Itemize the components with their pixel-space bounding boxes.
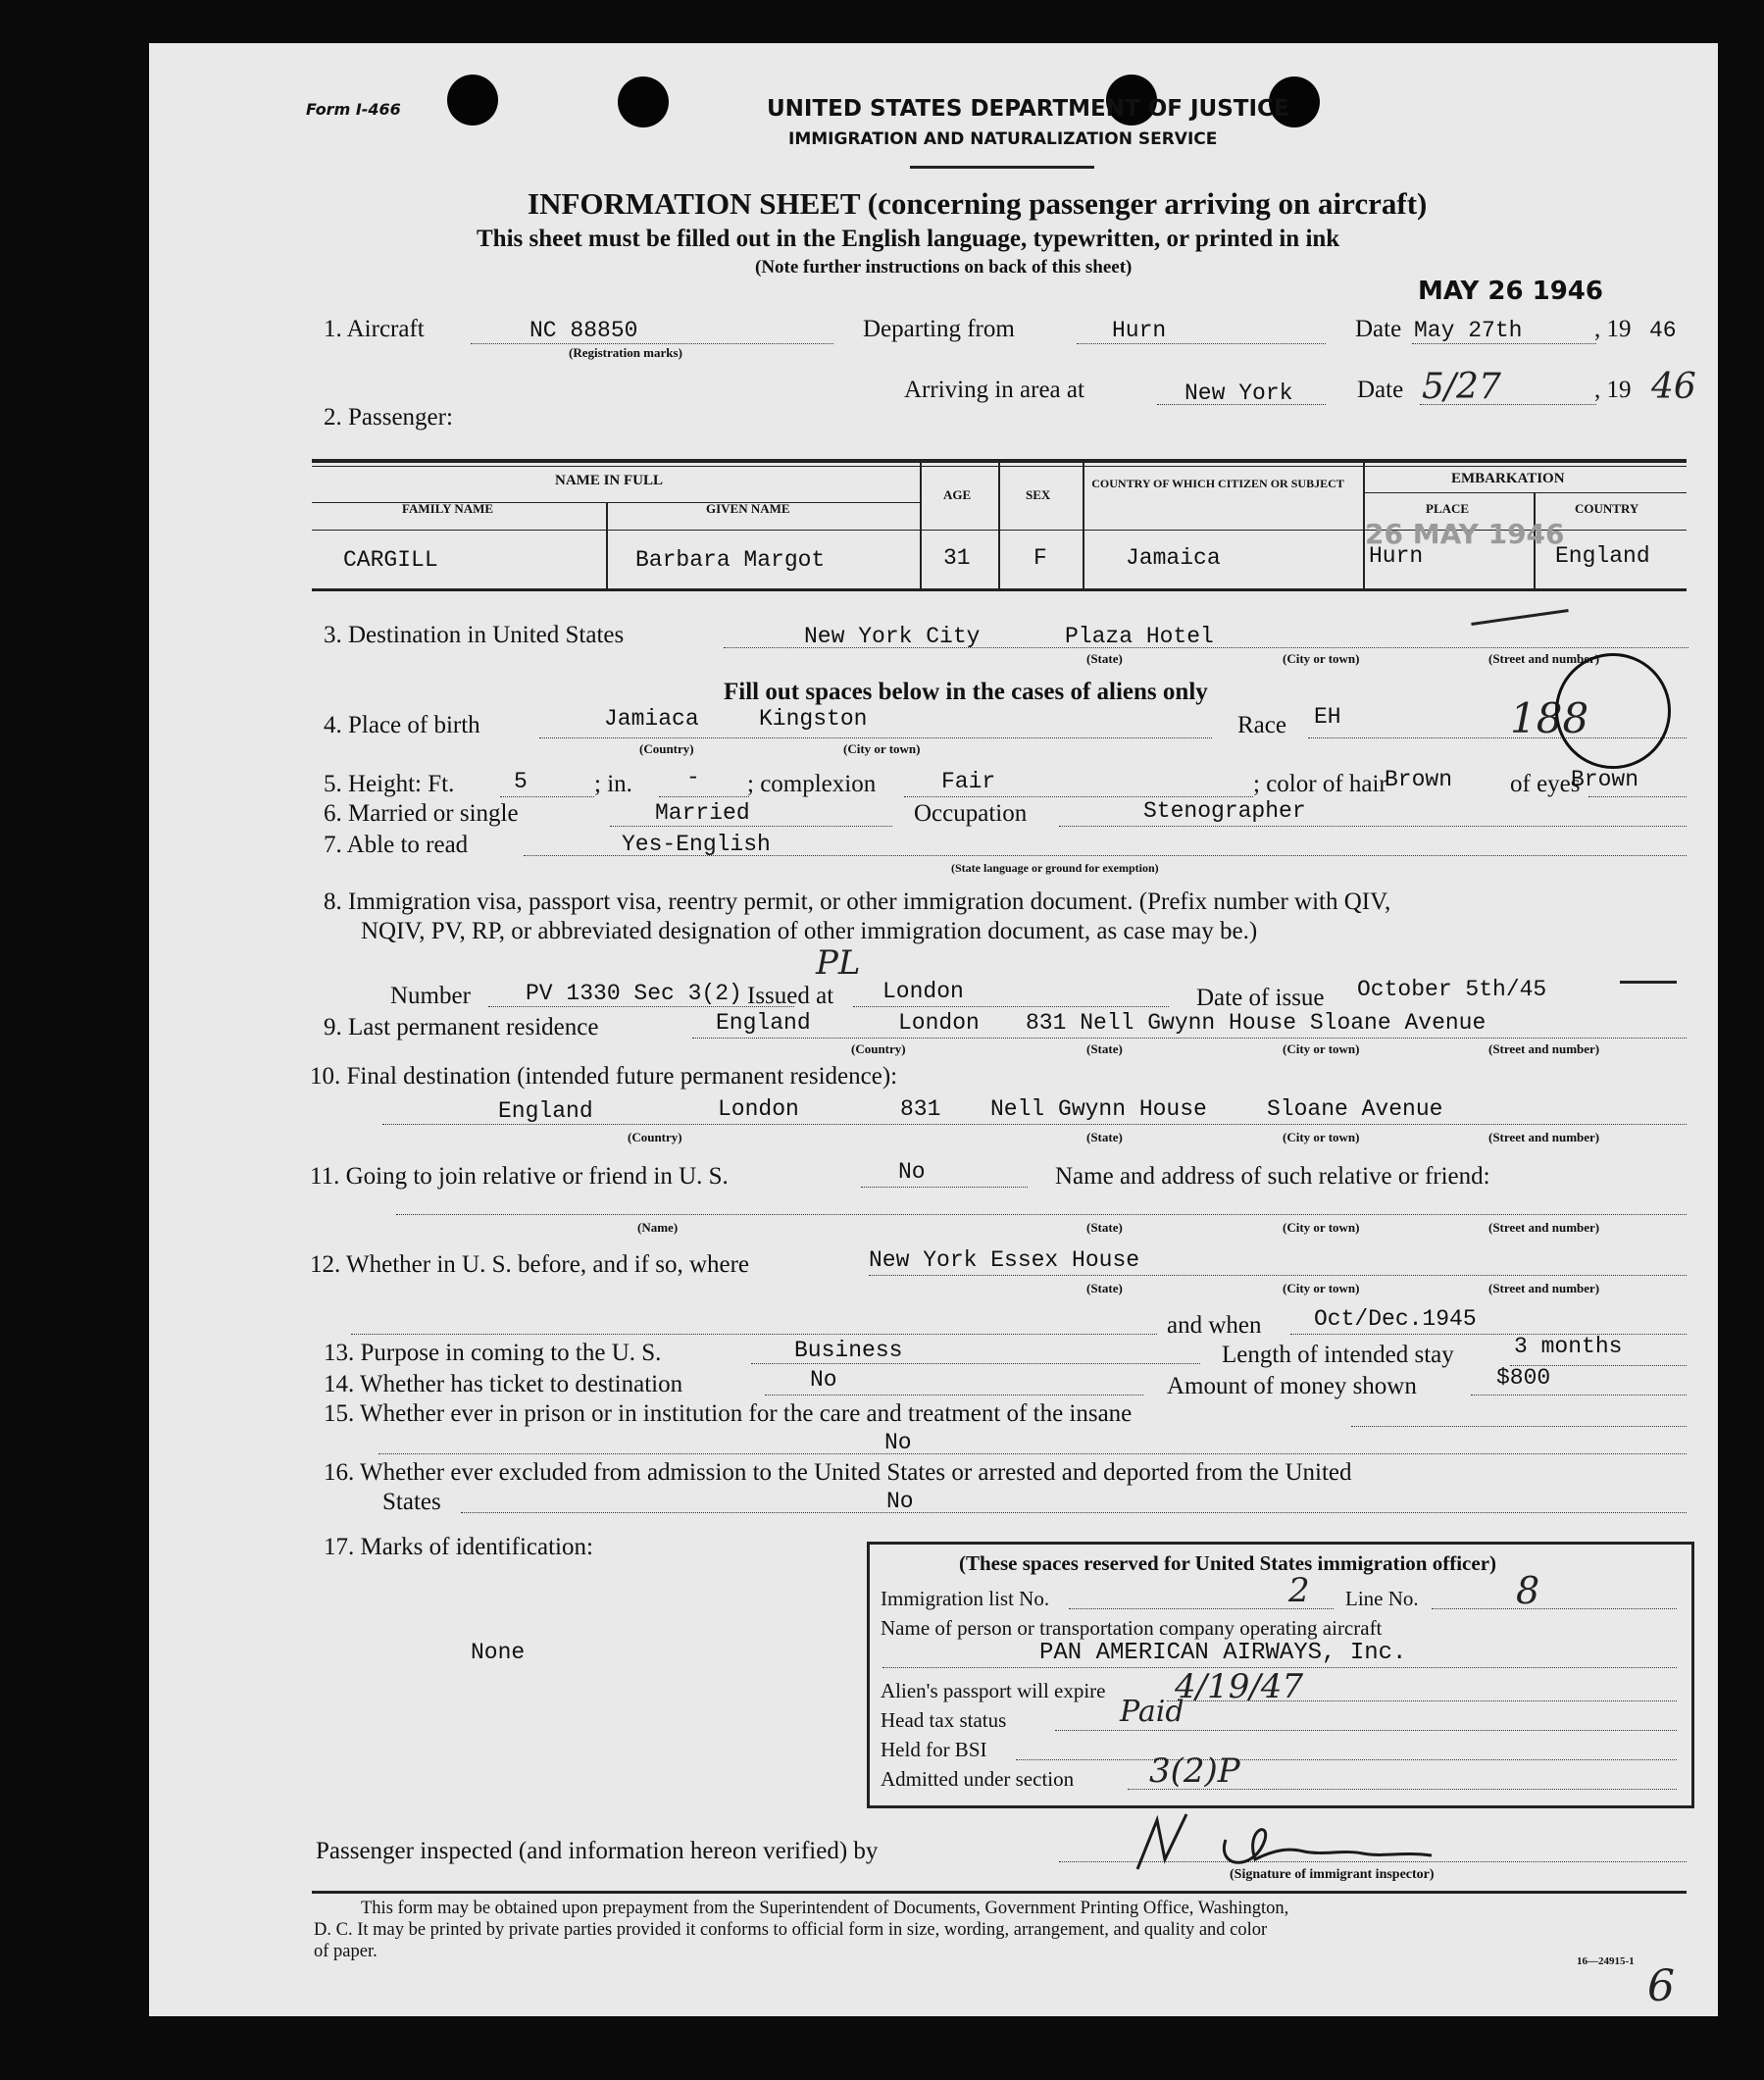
- bsi-line: [1016, 1759, 1677, 1760]
- excluded-value: No: [886, 1489, 914, 1514]
- relative-cap-street: (Street and number): [1488, 1220, 1600, 1235]
- destination-cap-city: (City or town): [1283, 651, 1360, 666]
- residence-cap-country: (Country): [851, 1041, 906, 1056]
- birth-city: Kingston: [759, 706, 868, 732]
- birthplace-line: [539, 737, 1212, 738]
- citizen-value: Jamaica: [1126, 545, 1221, 571]
- destination-cap-state: (State): [1086, 651, 1123, 666]
- punch-hole: [447, 75, 498, 126]
- relative-line: [396, 1214, 1687, 1215]
- departing-label: Departing from: [863, 316, 1015, 342]
- given-name-value: Barbara Margot: [635, 547, 826, 573]
- headtax-value: Paid: [1120, 1695, 1184, 1729]
- birthplace-label: 4. Place of birth: [324, 712, 480, 738]
- officer-box-title: (These spaces reserved for United States immigration officer): [959, 1551, 1497, 1575]
- marks-label: 17. Marks of identification:: [324, 1534, 593, 1560]
- destination-label: 3. Destination in United States: [324, 622, 625, 648]
- join-value: No: [898, 1159, 926, 1185]
- bsi-label: Held for BSI: [881, 1738, 987, 1761]
- residence-state: London: [898, 1010, 980, 1036]
- marital-value: Married: [655, 800, 750, 826]
- race-label: Race: [1237, 712, 1286, 738]
- page-number: 6: [1647, 1961, 1675, 2011]
- inspection-label: Passenger inspected (and information hereon verified) by: [316, 1838, 879, 1864]
- date2-value: 5/27: [1422, 367, 1501, 407]
- final-dest-label: 10. Final destination (intended future permanent residence):: [310, 1063, 898, 1090]
- destination-cap-street: (Street and number): [1488, 651, 1600, 666]
- line-no-line: [1432, 1608, 1677, 1609]
- form-number: Form I-466: [306, 100, 401, 119]
- purpose-value: Business: [794, 1338, 903, 1363]
- prison-line: [1351, 1426, 1687, 1427]
- final-cap-country: (Country): [628, 1130, 682, 1144]
- prison-line2: [378, 1453, 1687, 1454]
- visa-number: PV 1330 Sec 3(2): [526, 981, 742, 1006]
- prison-value: No: [884, 1430, 912, 1455]
- ticket-label: 14. Whether has ticket to destination: [324, 1371, 683, 1397]
- aircraft-value: NC 88850: [529, 318, 638, 343]
- relative-cap-city: (City or town): [1283, 1220, 1360, 1235]
- date2-label: Date: [1357, 377, 1404, 403]
- residence-address: 831 Nell Gwynn House Sloane Avenue: [1026, 1010, 1487, 1036]
- destination-city: Plaza Hotel: [1065, 624, 1214, 649]
- place-value: Hurn: [1369, 543, 1424, 569]
- signature-caption: (Signature of immigrant inspector): [1230, 1867, 1435, 1882]
- residence-label: 9. Last permanent residence: [324, 1014, 599, 1040]
- department-name: UNITED STATES DEPARTMENT OF JUSTICE: [767, 96, 1289, 122]
- complexion-label: ; complexion: [747, 771, 877, 797]
- eyes-line: [1588, 796, 1687, 797]
- feet-line: [500, 796, 594, 797]
- height-inches: -: [686, 765, 700, 790]
- join-label: 11. Going to join relative or friend in U. S.: [310, 1163, 729, 1190]
- height-feet: 5: [514, 769, 528, 794]
- print-code: 16—24915-1: [1577, 1955, 1635, 1967]
- issued-value: London: [882, 979, 964, 1004]
- read-value: Yes-English: [622, 832, 771, 857]
- stay-label: Length of intended stay: [1222, 1342, 1454, 1368]
- residence-cap-state: (State): [1086, 1041, 1123, 1056]
- footer-line2: D. C. It may be printed by private parties provided it conforms to official form in size, wording, arrangement, and quality and color: [314, 1920, 1268, 1940]
- sex-value: F: [1033, 545, 1047, 571]
- arriving-value: New York: [1184, 380, 1293, 406]
- visa-annotation: PL: [816, 943, 861, 983]
- occupation-value: Stenographer: [1143, 798, 1306, 824]
- passenger-label: 2. Passenger:: [324, 404, 453, 431]
- final-city: Nell Gwynn House: [990, 1096, 1207, 1122]
- aircraft-line: [471, 343, 833, 344]
- height-label: 5. Height: Ft.: [324, 771, 455, 797]
- inches-label: ; in.: [594, 771, 632, 797]
- marital-label: 6. Married or single: [324, 800, 519, 827]
- occupation-label: Occupation: [914, 800, 1028, 827]
- family-name-header: FAMILY NAME: [402, 501, 494, 516]
- headtax-label: Head tax status: [881, 1708, 1007, 1732]
- final-cap-state: (State): [1086, 1130, 1123, 1144]
- embarkation-header: EMBARKATION: [1451, 471, 1565, 486]
- place-header: PLACE: [1426, 501, 1470, 516]
- marital-line: [610, 826, 892, 827]
- operator-label: Name of person or transportation company operating aircraft: [881, 1616, 1383, 1640]
- final-country: England: [498, 1098, 593, 1124]
- date-stamp: MAY 26 1946: [1418, 277, 1603, 306]
- footer-line3: of paper.: [314, 1942, 378, 1961]
- excluded-label-line2: States: [382, 1489, 441, 1515]
- join-line: [861, 1187, 1028, 1188]
- footer-line1: This form may be obtained upon prepayment from the Superintendent of Documents, Government Printing Office, Washington,: [361, 1899, 1289, 1918]
- race-value: EH: [1314, 704, 1341, 730]
- aircraft-caption: (Registration marks): [569, 345, 682, 360]
- before-line2: [351, 1334, 1157, 1335]
- line-no-value: 8: [1516, 1569, 1540, 1612]
- birth-country: Jamiaca: [604, 706, 699, 732]
- purpose-line: [751, 1363, 1200, 1364]
- date-label: Date: [1355, 316, 1402, 342]
- form-note: (Note further instructions on back of this sheet): [755, 257, 1133, 278]
- residence-line: [692, 1038, 1687, 1039]
- when-label: and when: [1167, 1312, 1262, 1339]
- departing-line: [1077, 343, 1326, 344]
- service-name: IMMIGRATION AND NATURALIZATION SERVICE: [788, 129, 1218, 149]
- final-dest-line: [382, 1124, 1687, 1125]
- before-line: [869, 1275, 1687, 1276]
- ticket-value: No: [810, 1367, 837, 1393]
- name-in-full-header: NAME IN FULL: [555, 473, 664, 488]
- inches-line: [659, 796, 749, 797]
- place-stamp: 26 MAY 1946: [1365, 518, 1565, 550]
- final-state: London: [718, 1096, 799, 1122]
- header-rule: [910, 166, 1094, 169]
- country-value: England: [1555, 543, 1650, 569]
- occupation-line: [1059, 826, 1687, 827]
- read-caption: (State language or ground for exemption): [951, 861, 1159, 875]
- family-name-value: CARGILL: [343, 547, 438, 573]
- prison-label: 15. Whether ever in prison or in institution for the care and treatment of the insane: [324, 1400, 1133, 1427]
- country-header: COUNTRY: [1575, 501, 1639, 516]
- final-street: Sloane Avenue: [1267, 1096, 1443, 1122]
- sex-header: SEX: [1026, 487, 1051, 502]
- stay-value: 3 months: [1514, 1334, 1623, 1359]
- age-header: AGE: [943, 487, 972, 502]
- money-value: $800: [1496, 1365, 1551, 1391]
- birth-cap-country: (Country): [639, 741, 694, 756]
- issued-label: Issued at: [747, 983, 834, 1009]
- race-code: 188: [1510, 694, 1589, 742]
- excluded-label-line1: 16. Whether ever excluded from admission to the United States or arrested and deported from the United: [324, 1459, 1352, 1486]
- list-no-label: Immigration list No.: [881, 1587, 1050, 1610]
- citizen-header: COUNTRY OF WHICH CITIZEN OR SUBJECT: [1091, 477, 1344, 490]
- headtax-line: [1055, 1730, 1677, 1731]
- year2-value: 46: [1651, 367, 1696, 407]
- when-value: Oct/Dec.1945: [1314, 1306, 1477, 1332]
- operator-value: PAN AMERICAN AIRWAYS, Inc.: [1039, 1640, 1407, 1666]
- circled-code-mark: [1555, 653, 1671, 769]
- issue-date-label: Date of issue: [1196, 985, 1325, 1011]
- relative-cap-state: (State): [1086, 1220, 1123, 1235]
- date-line: [1412, 343, 1596, 344]
- residence-cap-city: (City or town): [1283, 1041, 1360, 1056]
- given-name-header: GIVEN NAME: [706, 501, 790, 516]
- passport-label: Alien's passport will expire: [881, 1679, 1106, 1702]
- before-value: New York Essex House: [869, 1247, 1140, 1273]
- visa-label-line1: 8. Immigration visa, passport visa, reentry permit, or other immigration document. (Prefix number with QIV,: [324, 888, 1391, 915]
- aliens-only-heading: Fill out spaces below in the cases of aliens only: [724, 679, 1208, 705]
- pen-mark: [1620, 981, 1677, 984]
- before-cap-city: (City or town): [1283, 1281, 1360, 1295]
- residence-cap-street: (Street and number): [1488, 1041, 1600, 1056]
- form-title: INFORMATION SHEET (concerning passenger arriving on aircraft): [528, 186, 1428, 221]
- aircraft-label: 1. Aircraft: [324, 316, 425, 342]
- hair-label: ; color of hair: [1253, 771, 1387, 797]
- section-label: Admitted under section: [881, 1767, 1075, 1791]
- relative-cap-name: (Name): [637, 1220, 679, 1235]
- final-number: 831: [900, 1096, 941, 1122]
- form-instruction: This sheet must be filled out in the English language, typewritten, or printed in ink: [477, 226, 1340, 252]
- when-line: [1290, 1334, 1687, 1335]
- eyes-label: of eyes: [1510, 771, 1581, 797]
- visa-label-line2: NQIV, PV, RP, or abbreviated designation of other immigration document, as case may be.): [361, 918, 1258, 944]
- residence-country: England: [716, 1010, 811, 1036]
- birth-cap-city: (City or town): [843, 741, 921, 756]
- read-label: 7. Able to read: [324, 832, 469, 858]
- final-cap-city: (City or town): [1283, 1130, 1360, 1144]
- year-prefix: , 19: [1594, 316, 1632, 342]
- excluded-line: [461, 1512, 1687, 1513]
- departing-value: Hurn: [1112, 318, 1167, 343]
- before-cap-street: (Street and number): [1488, 1281, 1600, 1295]
- list-no-value: 2: [1288, 1571, 1310, 1610]
- destination-state: New York City: [804, 624, 981, 649]
- footer-rule: [312, 1891, 1687, 1894]
- issue-date-value: October 5th/45: [1357, 977, 1547, 1002]
- punch-hole: [618, 76, 669, 127]
- complexion-line: [904, 796, 1253, 797]
- section-value: 3(2)P: [1149, 1751, 1240, 1791]
- visa-number-label: Number: [390, 983, 471, 1009]
- eyes-value: Brown: [1571, 767, 1639, 792]
- year-value: 46: [1649, 318, 1677, 343]
- line-no-label: Line No.: [1345, 1587, 1419, 1610]
- date-value: May 27th: [1414, 318, 1523, 343]
- issued-line: [853, 1006, 1169, 1007]
- hair-value: Brown: [1385, 767, 1453, 792]
- final-cap-street: (Street and number): [1488, 1130, 1600, 1144]
- marks-value: None: [471, 1640, 526, 1665]
- purpose-label: 13. Purpose in coming to the U. S.: [324, 1340, 662, 1366]
- passport-value: 4/19/47: [1175, 1667, 1304, 1706]
- arriving-label: Arriving in area at: [904, 377, 1084, 403]
- year2-prefix: , 19: [1594, 377, 1632, 403]
- relative-label: Name and address of such relative or friend:: [1055, 1163, 1490, 1190]
- age-value: 31: [943, 545, 971, 571]
- complexion-value: Fair: [941, 769, 996, 794]
- before-label: 12. Whether in U. S. before, and if so, where: [310, 1251, 750, 1278]
- before-cap-state: (State): [1086, 1281, 1123, 1295]
- money-label: Amount of money shown: [1167, 1373, 1417, 1399]
